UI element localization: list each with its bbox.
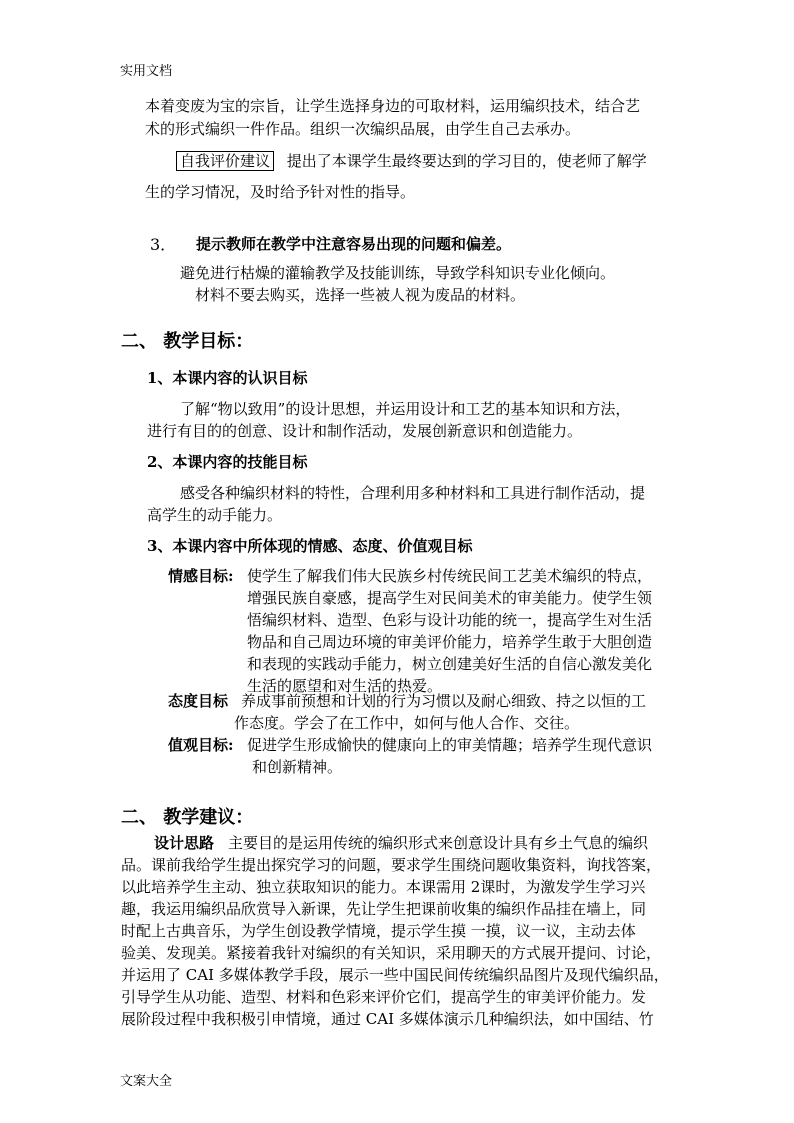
attitude-line-1: 养成事前预想和计划的行为习惯以及耐心细致、持之以恒的工 [241, 692, 647, 710]
design-line-5: 时配上古典音乐，为学生创设教学情境，提示学生摸 一摸，议一议，主动去体 [121, 922, 636, 940]
intro-line-1: 本着变废为宝的宗旨，让学生选择身边的可取材料，运用编织技术，结合艺 [145, 97, 641, 115]
design-line-1: 主要目的是运用传统的编织形式来创意设计具有乡土气息的编织 [228, 834, 649, 852]
value-line-1: 促进学生形成愉快的健康向上的审美情趣；培养学生现代意识 [247, 736, 653, 754]
section3-line-2: 材料不要去购买，选择一些被人视为废品的材料。 [195, 286, 526, 304]
page-header: 实用文档 [120, 64, 173, 79]
design-label: 设计思路 [154, 834, 215, 852]
design-line-2: 品。课前我给学生提出探究学习的问题，要求学生围绕问题收集资料，询找答案， [121, 856, 662, 874]
self-eval-text-1: 提出了本课学生最终要达到的学习目的，使老师了解学 [286, 152, 647, 170]
goal3-title: 3、本课内容中所体现的情感、态度、价值观目标 [147, 537, 473, 555]
emotion-line-6: 生活的愿望和对生活的热爱。 [247, 677, 443, 695]
intro-line-2: 术的形式编织一件作品。组织一次编织品展，由学生自己去承办。 [145, 120, 581, 138]
design-line-4: 趣，我运用编织品欣赏导入新课，先让学生把课前收集的编织作品挂在墙上，同 [121, 900, 647, 918]
emotion-line-2: 增强民族自豪感，提高学生对民间美术的审美能力。使学生领 [247, 589, 653, 607]
goal1-title: 1、本课内容的认识目标 [147, 369, 308, 387]
self-eval-line-1 [176, 150, 647, 172]
emotion-line-1: 使学生了解我们伟大民族乡村传统民间工艺美术编织的特点， [247, 567, 653, 585]
page-footer: 文案大全 [120, 1074, 173, 1089]
emotion-line-3: 悟编织材料、造型、色彩与设计功能的统一，提高学生对生活 [247, 611, 653, 629]
suggest-heading: 二、 教学建议： [121, 807, 254, 828]
design-line-9: 展阶段过程中我积极引申情境，通过 CAI 多媒体演示几种编织法，如中国结、竹 [121, 1010, 654, 1028]
attitude-line-2: 作态度。学会了在工作中，如何与他人合作、交往。 [234, 714, 580, 732]
self-eval-line-2: 生的学习情况，及时给予针对性的指导。 [145, 183, 416, 201]
goal2-title: 2、本课内容的技能目标 [147, 453, 308, 471]
attitude-label: 态度目标 [168, 692, 229, 710]
goal1-line-1: 了解“物以致用”的设计思想，并运用设计和工艺的基本知识和方法， [180, 400, 631, 418]
goal1-line-2: 进行有目的的创意、设计和制作活动，发展创新意识和创造能力。 [147, 422, 583, 440]
goals-heading: 二、 教学目标： [121, 331, 254, 352]
goal2-line-2: 高学生的动手能力。 [147, 506, 283, 524]
section3-number: 3． [150, 235, 177, 254]
design-line-3: 以此培养学生主动、独立获取知识的能力。本课需用 2课时，为激发学生学习兴 [121, 878, 646, 896]
emotion-line-5: 和表现的实践动手能力，树立创建美好生活的自信心激发美化 [247, 655, 653, 673]
design-line-8: 引导学生从功能、造型、材料和色彩来评价它们，提高学生的审美评价能力。发 [121, 988, 647, 1006]
section3-line-1: 避免进行枯燥的灌输教学及技能训练，导致学科知识专业化倾向。 [180, 264, 616, 282]
value-line-2: 和创新精神。 [252, 758, 343, 776]
value-label: 值观目标: [168, 736, 234, 754]
section3-title: 提示教师在教学中注意容易出现的问题和偏差。 [196, 235, 512, 253]
emotion-label: 情感目标: [168, 567, 234, 585]
self-eval-label: 自我评价建议 [176, 151, 274, 171]
design-line-7: 并运用了 CAI 多媒体教学手段，展示一些中国民间传统编织品图片及现代编织品， [121, 966, 669, 984]
emotion-line-4: 物品和自己周边环境的审美评价能力，培养学生敢于大胆创造 [247, 633, 653, 651]
goal2-line-1: 感受各种编织材料的特性，合理利用多种材料和工具进行制作活动，提 [180, 484, 646, 502]
design-line-6: 验美、发现美。紧接着我针对编织的有关知识，采用聊天的方式展开提问、讨论， [121, 944, 662, 962]
